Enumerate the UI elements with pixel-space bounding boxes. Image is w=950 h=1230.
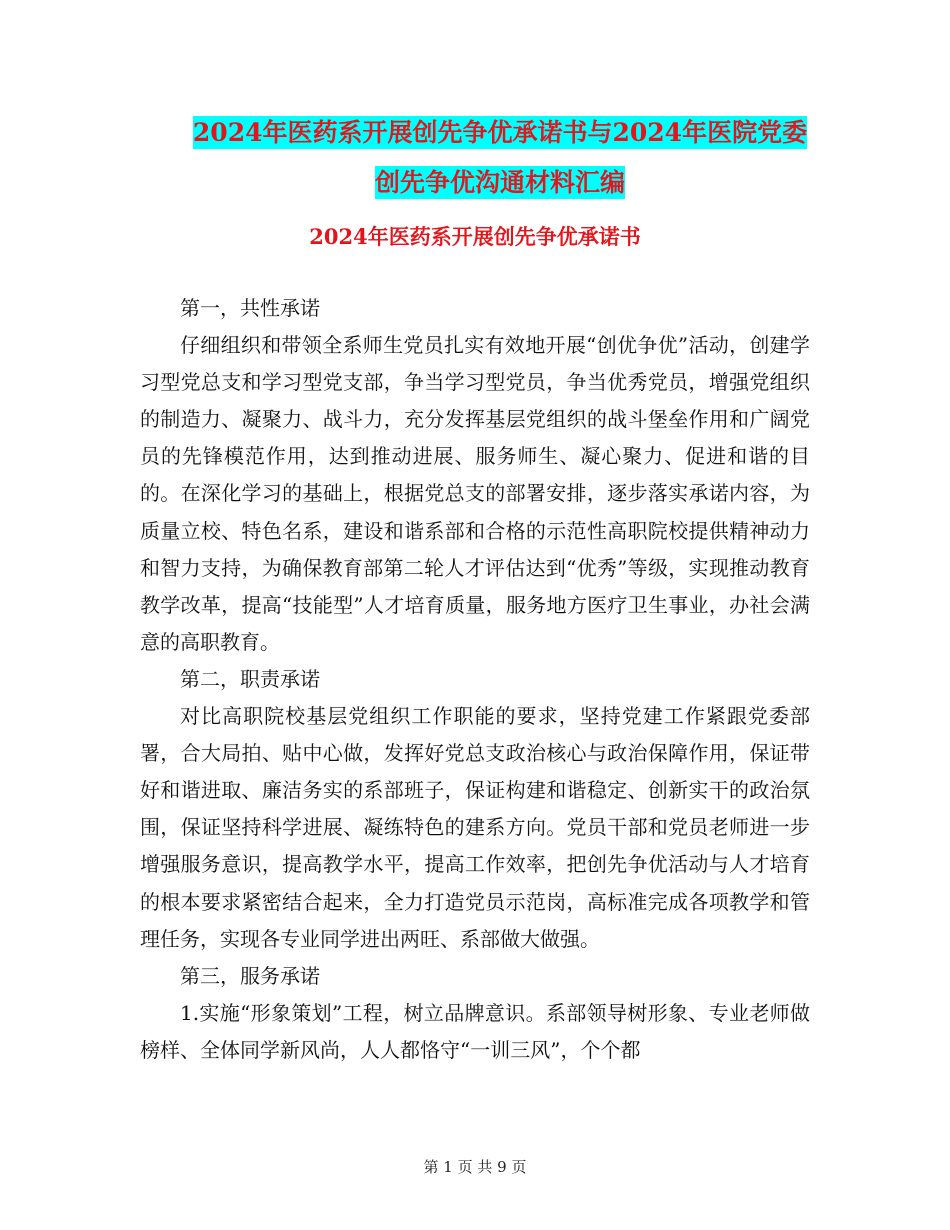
main-title-line-1: 2024年医药系开展创先争优承诺书与2024年医院党委 <box>192 118 808 147</box>
paragraph-heading-1: 第一，共性承诺 <box>180 296 320 320</box>
paragraph-heading-3: 第三，服务承诺 <box>180 963 320 988</box>
page-footer: 第 1 页 共 9 页 <box>423 1158 527 1176</box>
document-body <box>140 290 810 1069</box>
paragraph: 1.实施“形象策划”工程，树立品牌意识。系部领导树形象、专业老师做榜样、全体同学新风尚，人人都恪守“一训三风”，个个都 <box>140 1000 810 1062</box>
paragraph: 仔细组织和带领全系师生党员扎实有效地开展“创优争优”活动，创建学习型党总支和学习型党支部，争当学习型党员，争当优秀党员，增强党组织的制造力、凝聚力、战斗力，充分发挥基层党组织的战斗堡垒作用和广阔党员的先锋模范作用，达到推动进展、服务师生、凝心聚力、促进和谐的目的。在深化学习的基础上，根据党总支的部署安排，逐步落实承诺内容，为质量立校、特色名系，建设和谐系部和合格的示范性高职院校提供精神动力和智力支持，为确保教育部第二轮人才评估达到“优秀”等级，实现推动教育教学改革，提高“技能型”人才培育质量，服务地方医疗卫生事业，办社会满意的高职教育。 <box>140 333 810 654</box>
section-title: 2024年医药系开展创先争优承诺书 <box>309 224 641 249</box>
main-title-line-2: 创先争优沟通材料汇编 <box>374 168 625 197</box>
paragraph-heading-2: 第二，职责承诺 <box>180 666 320 691</box>
main-title <box>140 108 860 208</box>
paragraph: 对比高职院校基层党组织工作职能的要求，坚持党建工作紧跟党委部署，合大局拍、贴中心做，发挥好党总支政治核心与政治保障作用，保证带好和谐进取、廉洁务实的系部班子，保证构建和谐稳定、创新实干的政治氛围，保证坚持科学进展、凝练特色的建系方向。党员干部和党员老师进一步增强服务意识，提高教学水平，提高工作效率，把创先争优活动与人才培育的根本要求紧密结合起来，全力打造党员示范岗，高标准完成各项教学和管理任务，实现各专业同学进出两旺、系部做大做强。 <box>140 704 810 951</box>
